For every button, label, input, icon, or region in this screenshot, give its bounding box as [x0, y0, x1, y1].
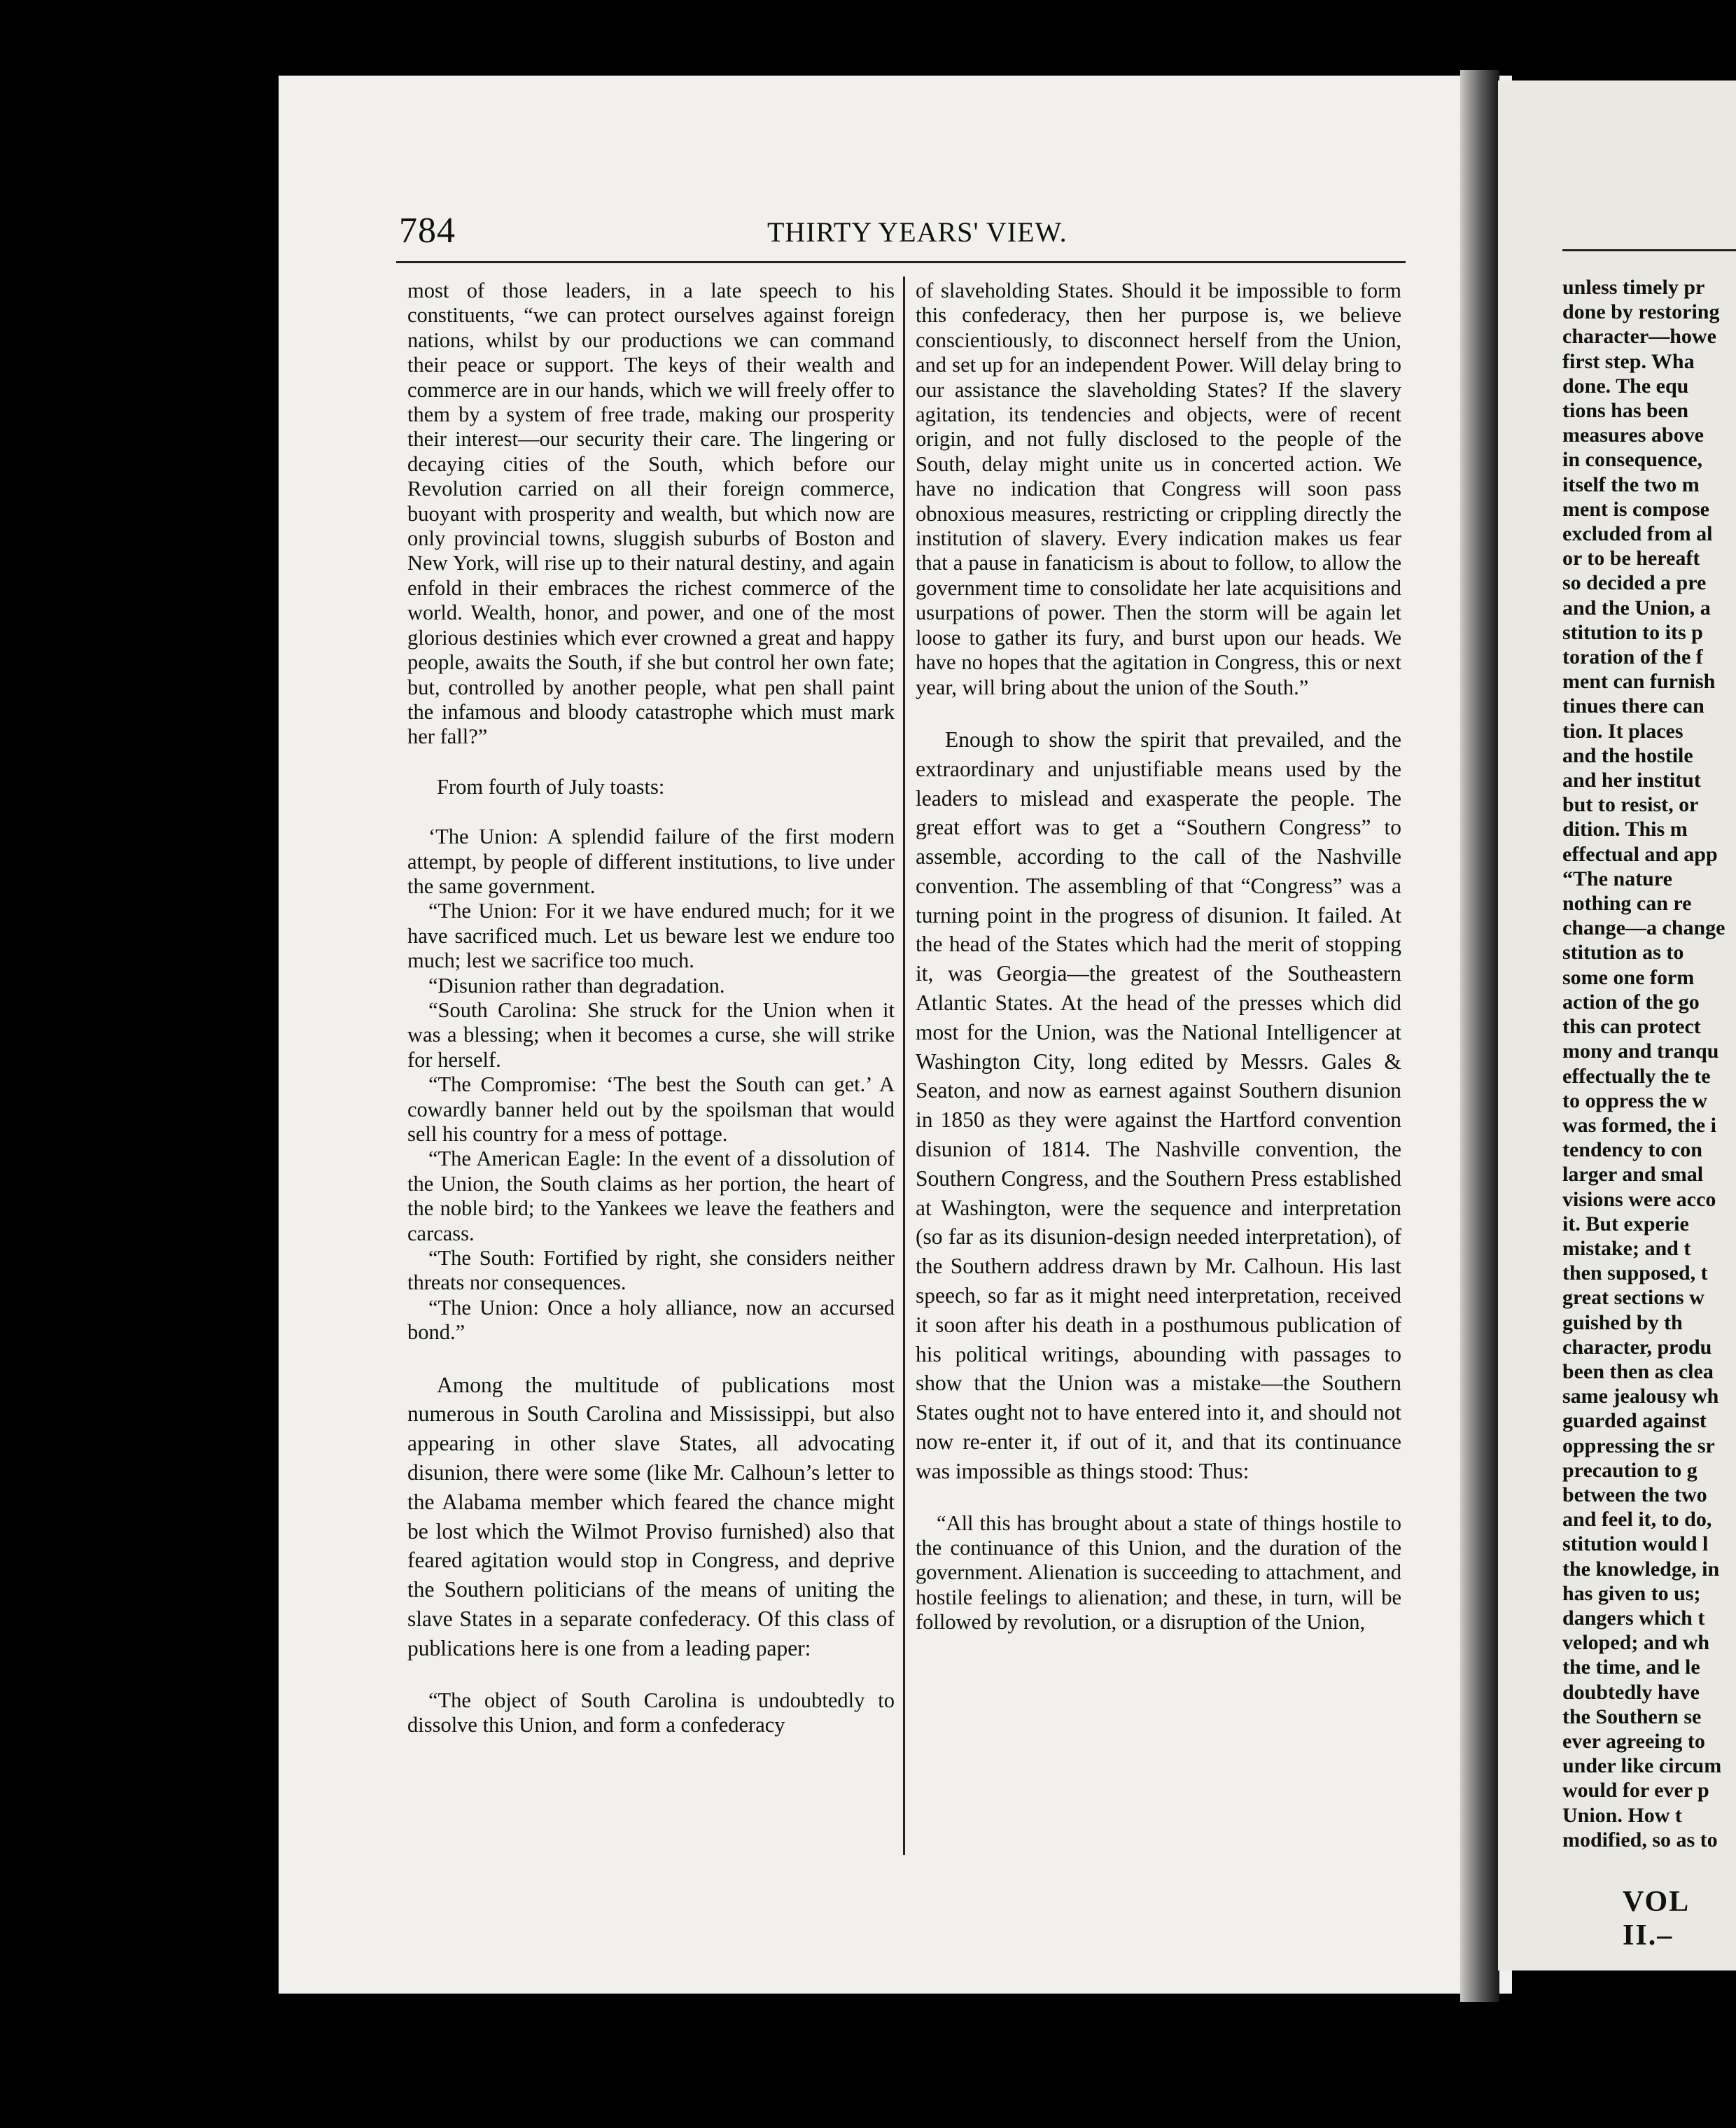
toast-south-carolina: “South Carolina: She struck for the Union when it was a blessing; when it becomes a curse, she will strike for herself. [407, 997, 895, 1072]
right-fragment-line: itself the two m [1562, 472, 1700, 496]
right-fragment-line: in consequence, [1562, 448, 1703, 472]
right-fragment-line: then supposed, t [1562, 1261, 1708, 1285]
right-fragment-line: stitution to its p [1562, 620, 1703, 644]
right-fragment-line: the Southern se [1562, 1704, 1702, 1728]
right-fragment-line: toration of the f [1562, 645, 1703, 669]
right-fragment-line: tion. It places [1562, 719, 1684, 743]
right-page-fragment [1562, 275, 1736, 1852]
right-fragment-line: or to be hereaft [1562, 547, 1700, 570]
toast-the-south: “The South: Fortified by right, she considers neither threats nor consequences. [407, 1246, 895, 1295]
right-fragment-line: done. The equ [1562, 374, 1689, 398]
volume-signature-mark: VOL II.– [1623, 1886, 1688, 1952]
right-fragment-line: dition. This m [1562, 818, 1688, 841]
toast-union-failure: ‘The Union: A splendid failure of the first modern attempt, by people of different institutions, to live under the same government. [407, 825, 895, 898]
toast-disunion: “Disunion rather than degradation. [428, 973, 725, 997]
right-fragment-line: visions were acco [1562, 1187, 1716, 1211]
right-fragment-line: the knowledge, in [1562, 1557, 1720, 1581]
right-fragment-line: and feel it, to do, [1562, 1508, 1712, 1532]
right-fragment-line: effectually the te [1562, 1064, 1711, 1088]
right-fragment-line: tendency to con [1562, 1138, 1702, 1162]
toast-union-endured: “The Union: For it we have endured much; for it we have sacrificed much. Let us beware lest we endure too much; lest we sacrifice too much. [407, 899, 895, 973]
right-fragment-line: and the hostile [1562, 743, 1693, 767]
right-fragment-line: so decided a pre [1562, 571, 1707, 595]
paragraph-toasts-intro: From fourth of July toasts: [437, 774, 665, 799]
right-fragment-line: first step. Wha [1562, 349, 1695, 373]
right-fragment-line: mony and tranqu [1562, 1040, 1719, 1063]
right-fragment-line: “The nature [1562, 867, 1672, 890]
toast-holy-alliance: “The Union: Once a holy alliance, now an accursed bond.” [407, 1295, 895, 1345]
right-fragment-line: ever agreeing to [1562, 1729, 1705, 1753]
right-fragment-line: precaution to g [1562, 1458, 1698, 1482]
right-fragment-line: modified, so as to [1562, 1828, 1718, 1851]
quote-south-carolina-object: “The object of South Carolina is undoubtedly to dissolve this Union, and form a confederacy [407, 1688, 895, 1737]
toast-american-eagle: “The American Eagle: In the event of a dissolution of the Union, the South claims as her portion, the heart of the noble bird; to the Yankees we leave the feathers and carcass. [407, 1147, 895, 1245]
right-fragment-line: stitution as to [1562, 941, 1684, 965]
right-fragment-line: same jealousy wh [1562, 1385, 1719, 1408]
right-fragment-line: action of the go [1562, 990, 1700, 1014]
quote-continuation: of slaveholding States. Should it be impossible to form this confederacy, then her purpose is, we believe conscientiously, to disconnect herself from the Union, and set up for an independent Power. Will delay bring to our assistance the slaveholding States? If the slavery agitation, its tendencies and objects, were of recent origin, and not fully disclosed to the people of the South, delay might unite us in concerted action. We have no indication that Congress will soon pass obnoxious measures, restricting or crippling directly the institution of slavery. Every indication makes us fear that a pause in fanaticism is about to follow, to allow the government time to consolidate her late acquisitions and usurpations of power. Then the storm will be again let loose to gather its fury, and burst upon our heads. We have no hopes that the agitation in Congress, this or next year, will bring about the union of the South.” [916, 279, 1401, 699]
right-fragment-line: measures above [1562, 424, 1704, 447]
right-fragment-line: it. But experie [1562, 1212, 1689, 1236]
right-fragment-line: tinues there can [1562, 694, 1704, 718]
right-fragment-line: been then as clea [1562, 1359, 1714, 1383]
paragraph-spirit: Enough to show the spirit that prevailed, and the extraordinary and unjustifiable means used by the leaders to mislead and exasperate the people. The great effort was to get a “Southern Congress” to assemble, according to the call of the Nashville convention. The assembling of that “Congress” was a turning point in the progress of disunion. It failed. At the head of the States which had the merit of stopping it, was Georgia—the greatest of the Southeastern Atlantic States. At the head of the presses which did most for the Union, was the National Intelligencer at Washington City, long edited by Messrs. Gales & Seaton, and now as earnest against Southern disunion in 1850 as they were against the Hartford convention disunion of 1814. The Nashville convention, the Southern Congress, and the Southern Press established at Washington, were the sequence and interpretation (so far as its disunion-design needed interpretation), of the Southern address drawn by Mr. Calhoun. His last speech, so far as it might need interpretation, received it soon after his death in a posthumous publication of his political writings, abounding with passages to show that the Union was a mistake—the Southern States ought not to have entered into it, and should not now re-enter it, if out of it, and that its continuance was impossible as things stood: Thus: [916, 727, 1401, 1483]
right-fragment-line: larger and smal [1562, 1163, 1704, 1186]
right-fragment-line: and her institut [1562, 769, 1701, 792]
right-fragment-line: change—a change [1562, 916, 1726, 940]
left-column [407, 279, 895, 1737]
right-fragment-line: has given to us; [1562, 1581, 1701, 1605]
toast-compromise: “The Compromise: ‘The best the South can get.’ A cowardly banner held out by the spoilsman that would sell his country for a mess of pottage. [407, 1072, 895, 1146]
right-fragment-line: guished by th [1562, 1310, 1683, 1334]
right-fragment-line: mistake; and t [1562, 1236, 1691, 1260]
right-fragment-line: unless timely pr [1562, 276, 1705, 299]
right-fragment-line: character, produ [1562, 1335, 1712, 1359]
right-fragment-line: under like circum [1562, 1754, 1722, 1778]
right-fragment-line: some one form [1562, 965, 1695, 989]
right-page-header-rule [1562, 249, 1736, 251]
right-fragment-line: character—howe [1562, 325, 1716, 349]
right-fragment-line: dangers which t [1562, 1606, 1705, 1630]
right-fragment-line: guarded against [1562, 1409, 1707, 1433]
right-fragment-line: excluded from al [1562, 522, 1713, 546]
right-fragment-line: would for ever p [1562, 1779, 1709, 1802]
right-fragment-line: effectual and app [1562, 842, 1718, 866]
right-fragment-line: this can protect [1562, 1015, 1701, 1039]
right-fragment-line: the time, and le [1562, 1656, 1700, 1679]
running-title: THIRTY YEARS' VIEW. [767, 216, 1068, 248]
right-fragment-line: was formed, the i [1562, 1113, 1716, 1137]
book-gutter [1460, 70, 1499, 2002]
column-divider [903, 276, 905, 1855]
page-number: 784 [399, 211, 456, 251]
quote-calhoun: “All this has brought about a state of things hostile to the continuance of this Union, and the duration of the government. Alienation is succeeding to attachment, and hostile feelings to alienation; and these, in turn, will be followed by revolution, or a disruption of the Union, [916, 1511, 1401, 1634]
right-fragment-line: ment can furnish [1562, 670, 1716, 694]
right-fragment-line: stitution would l [1562, 1532, 1709, 1556]
right-fragment-line: nothing can re [1562, 892, 1692, 916]
middle-column [916, 279, 1401, 1635]
right-fragment-line: done by restoring [1562, 300, 1720, 324]
right-fragment-line: Union. How t [1562, 1803, 1682, 1827]
right-fragment-line: doubtedly have [1562, 1680, 1700, 1704]
header-rule [396, 261, 1406, 263]
right-fragment-line: oppressing the sr [1562, 1434, 1715, 1457]
right-fragment-line: between the two [1562, 1483, 1707, 1506]
right-fragment-line: tions has been [1562, 399, 1689, 423]
right-fragment-line: veloped; and wh [1562, 1631, 1710, 1655]
paragraph-publications: Among the multitude of publications most numerous in South Carolina and Mississippi, but also appearing in other slave States, all advocating disunion, there were some (like Mr. Calhoun’s letter to the Alabama member which feared the chance might be lost which the Wilmot Proviso furnished) also that feared agitation would stop in Congress, and deprive the Southern politicians of the means of uniting the slave States in a separate confederacy. Of this class of publications here is one from a leading paper: [407, 1372, 895, 1660]
right-fragment-line: to oppress the w [1562, 1088, 1707, 1112]
right-fragment-line: great sections w [1562, 1286, 1704, 1310]
right-fragment-line: and the Union, a [1562, 596, 1711, 620]
paragraph-quote-speech: most of those leaders, in a late speech to his constituents, “we can protect ourselves against foreign nations, whilst by our productions we can command their peace or support. The keys of their wealth and commerce are in our hands, which we will freely offer to them by a system of free trade, making our prosperity their interest—our security their care. The lingering or decaying cities of the South, which before our Revolution carried on all their foreign commerce, buoyant with prosperity and wealth, but which now are only provincial towns, sluggish suburbs of Boston and New York, will rise up to their natural destiny, and again enfold in their embraces the richest commerce of the world. Wealth, honor, and power, and one of the most glorious destinies which ever crowned a great and happy people, awaits the South, if she but control her own fate; but, controlled by another people, what pen shall paint the infamous and bloody catastrophe which must mark her fall?” [407, 279, 895, 749]
right-fragment-line: but to resist, or [1562, 793, 1699, 817]
right-fragment-line: ment is compose [1562, 497, 1709, 521]
